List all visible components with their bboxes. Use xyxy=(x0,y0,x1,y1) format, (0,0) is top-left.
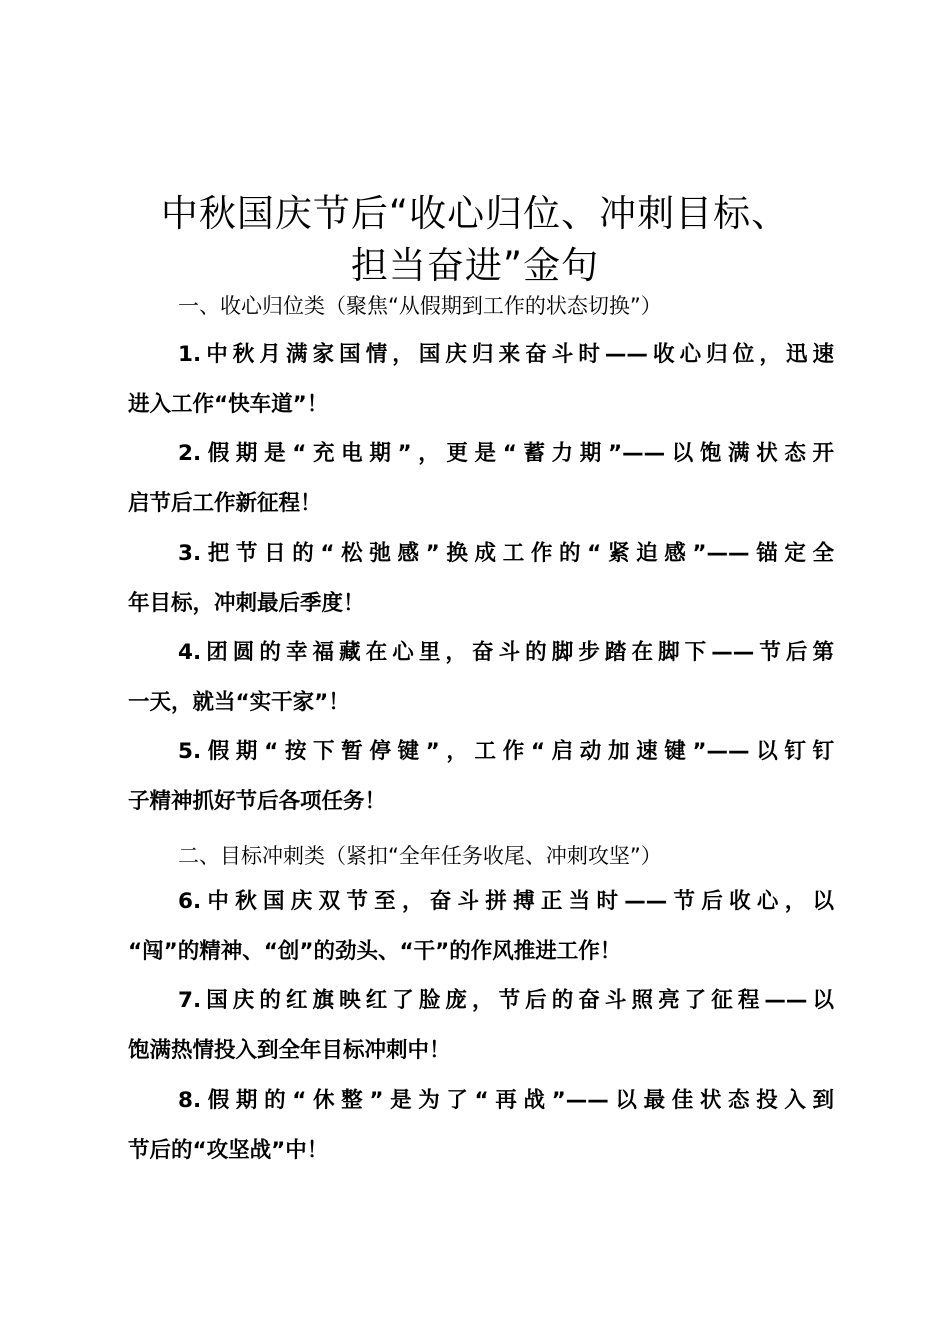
quote-item-7 xyxy=(128,976,834,1076)
quote-item-3-line-2: 年目标，冲刺最后季度！ xyxy=(128,591,365,616)
document-title-line-1: 中秋国庆节后“收心归位、冲刺目标、 xyxy=(160,192,790,235)
quote-item-8 xyxy=(128,1076,834,1176)
quote-item-2-line-2: 启节后工作新征程！ xyxy=(128,491,322,516)
quote-item-6 xyxy=(128,877,834,977)
quote-item-5-line-2: 子精神抓好节后各项任务！ xyxy=(128,789,387,814)
quote-item-4 xyxy=(128,628,834,728)
quote-item-7-line-2: 饱满热情投入到全年目标冲刺中！ xyxy=(128,1038,451,1063)
quote-item-6-line-1: 6.中秋国庆双节至，奋斗拼搏正当时——节后收心，以 xyxy=(178,889,834,914)
quote-item-2-line-1: 2.假期是“充电期”，更是“蓄力期”——以饱满状态开 xyxy=(178,441,834,466)
section-heading-2: 二、目标冲刺类（紧扣“全年任务收尾、冲刺攻坚”） xyxy=(178,844,662,868)
quote-item-3-line-1: 3.把节日的“松弛感”换成工作的“紧迫感”——锚定全 xyxy=(178,541,834,566)
quote-item-4-line-2: 一天，就当“实干家”！ xyxy=(128,690,350,715)
quote-item-1 xyxy=(128,330,834,430)
quote-item-4-line-1: 4.团圆的幸福藏在心里，奋斗的脚步踏在脚下——节后第 xyxy=(178,640,834,665)
quote-item-2 xyxy=(128,429,834,529)
quote-item-5 xyxy=(128,727,834,827)
document-title-line-2: 担当奋进”金句 xyxy=(350,244,600,287)
quote-item-8-line-1: 8.假期的“休整”是为了“再战”——以最佳状态投入到 xyxy=(178,1088,834,1113)
quote-item-1-line-2: 进入工作“快车道”！ xyxy=(128,392,329,417)
quote-item-1-line-1: 1.中秋月满家国情，国庆归来奋斗时——收心归位，迅速 xyxy=(178,342,834,367)
section-heading-1: 一、收心归位类（聚焦“从假期到工作的状态切换”） xyxy=(178,294,662,318)
quote-item-3 xyxy=(128,529,834,629)
quote-item-8-line-2: 节后的“攻坚战”中！ xyxy=(128,1138,329,1163)
quote-item-7-line-1: 7.国庆的红旗映红了脸庞，节后的奋斗照亮了征程——以 xyxy=(178,988,834,1013)
quote-item-6-line-2: “闯”的精神、“创”的劲头、“干”的作风推进工作！ xyxy=(128,939,622,964)
quote-item-5-line-1: 5.假期“按下暂停键”，工作“启动加速键”——以钉钉 xyxy=(178,739,834,764)
